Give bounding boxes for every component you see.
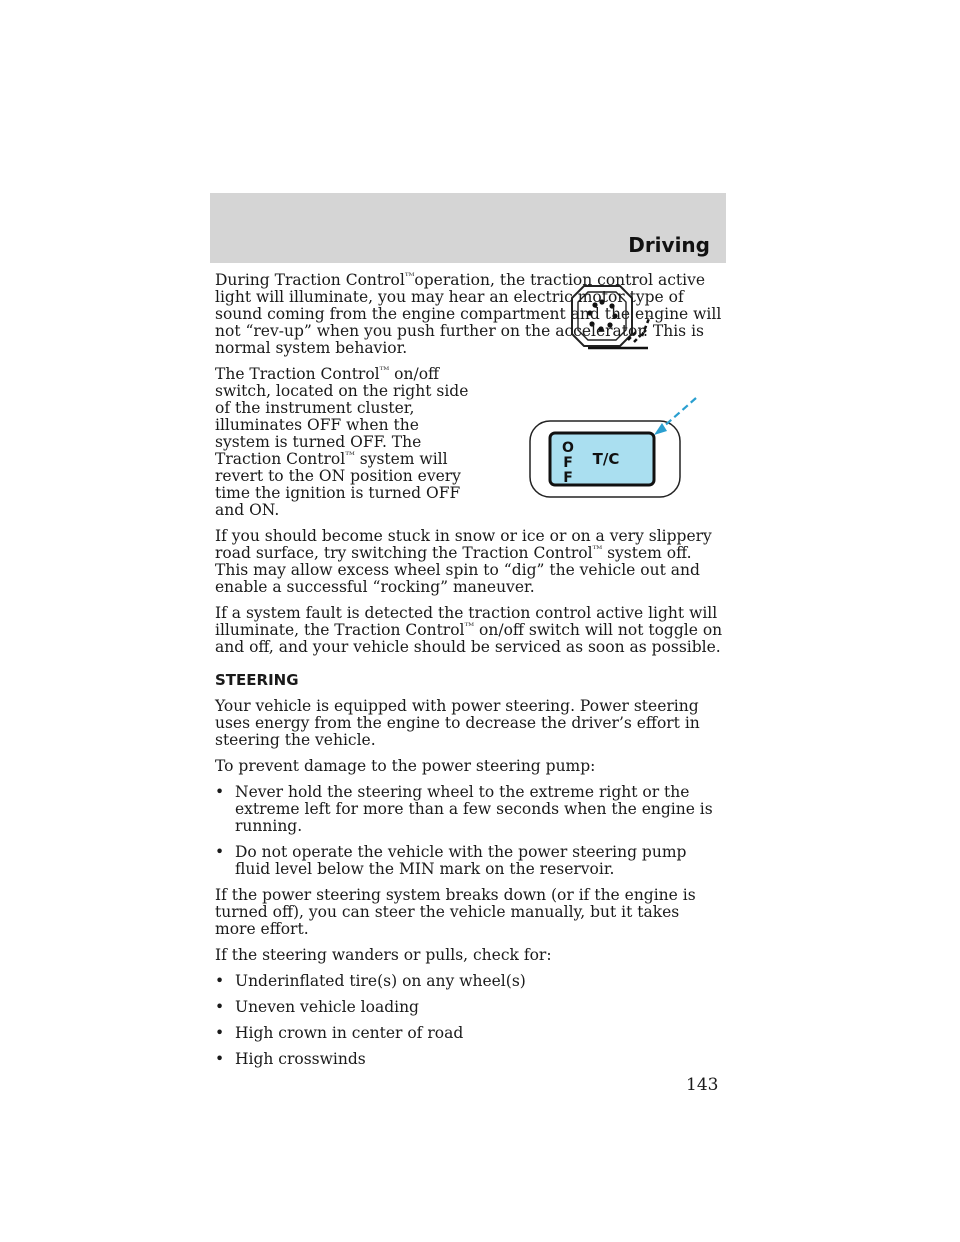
steering-heading: STEERING <box>215 671 299 689</box>
list-item: • Never hold the steering wheel to the extreme right or the extreme left for more than a few seconds when the engine is running. <box>215 783 713 835</box>
fault-paragraph: If a system fault is detected the traction control active light will illuminate, the Traction Control$^{ᵀᴹ}$ on/off switch will not toggle on and off, and your vehicle should be serviced as soon as possible. <box>215 604 723 656</box>
list-item: • Uneven vehicle loading <box>215 998 419 1016</box>
bullet-icon: • <box>215 998 225 1016</box>
list-item: • Do not operate the vehicle with the power steering pump fluid level below the MIN mark on the reservoir. <box>215 843 687 878</box>
page-content <box>215 272 723 1077</box>
bullet-icon: • <box>215 783 225 801</box>
section-title: Driving <box>628 233 710 257</box>
off-letter-f2: F <box>563 470 573 486</box>
intro-paragraph: During Traction Control$^{ᵀᴹ}$operation, the traction control active light will illuminate, you may hear an electric motor type of sound coming from the engine compartment and the engine will not “rev-up” when you push further on the accelerator. This is normal system behavior. <box>215 271 722 357</box>
list-item: • Underinflated tire(s) on any wheel(s) <box>215 972 526 990</box>
steering-intro: Your vehicle is equipped with power steering. Power steering uses energy from the engine to decrease the driver’s effort in steering the vehicle. <box>215 697 700 749</box>
header-band <box>210 193 726 263</box>
page-number: 143 <box>686 1075 719 1095</box>
bullet-icon: • <box>215 1024 225 1042</box>
bullet-icon: • <box>215 972 225 990</box>
bullet-icon: • <box>215 843 225 861</box>
breakdown-paragraph: If the power steering system breaks down (or if the engine is turned off), you can steer the vehicle manually, but it takes more effort. <box>215 886 696 938</box>
list-item: • High crosswinds <box>215 1050 366 1068</box>
off-letter-o: O <box>562 440 574 456</box>
wander-intro: If the steering wanders or pulls, check for: <box>215 946 552 964</box>
switch-paragraph: The Traction Control$^{ᵀᴹ}$ on/off switch, located on the right side of the instrument cluster, illuminates OFF when the system is turned OFF. The Traction Control$^{ᵀᴹ}$ system will revert to the ON position every time the ignition is turned OFF and ON. <box>215 365 469 519</box>
stuck-paragraph: If you should become stuck in snow or ice or on a very slippery road surface, try switching the Traction Control$^{ᵀᴹ}$ system off. This may allow excess wheel spin to “dig” the vehicle out and enable a successful “rocking” maneuver. <box>215 527 712 596</box>
bullet-icon: • <box>215 1050 225 1068</box>
list-item: • High crown in center of road <box>215 1024 464 1042</box>
tc-label: T/C <box>592 450 620 468</box>
prevent-intro: To prevent damage to the power steering pump: <box>215 757 596 775</box>
off-letter-f1: F <box>563 455 573 471</box>
